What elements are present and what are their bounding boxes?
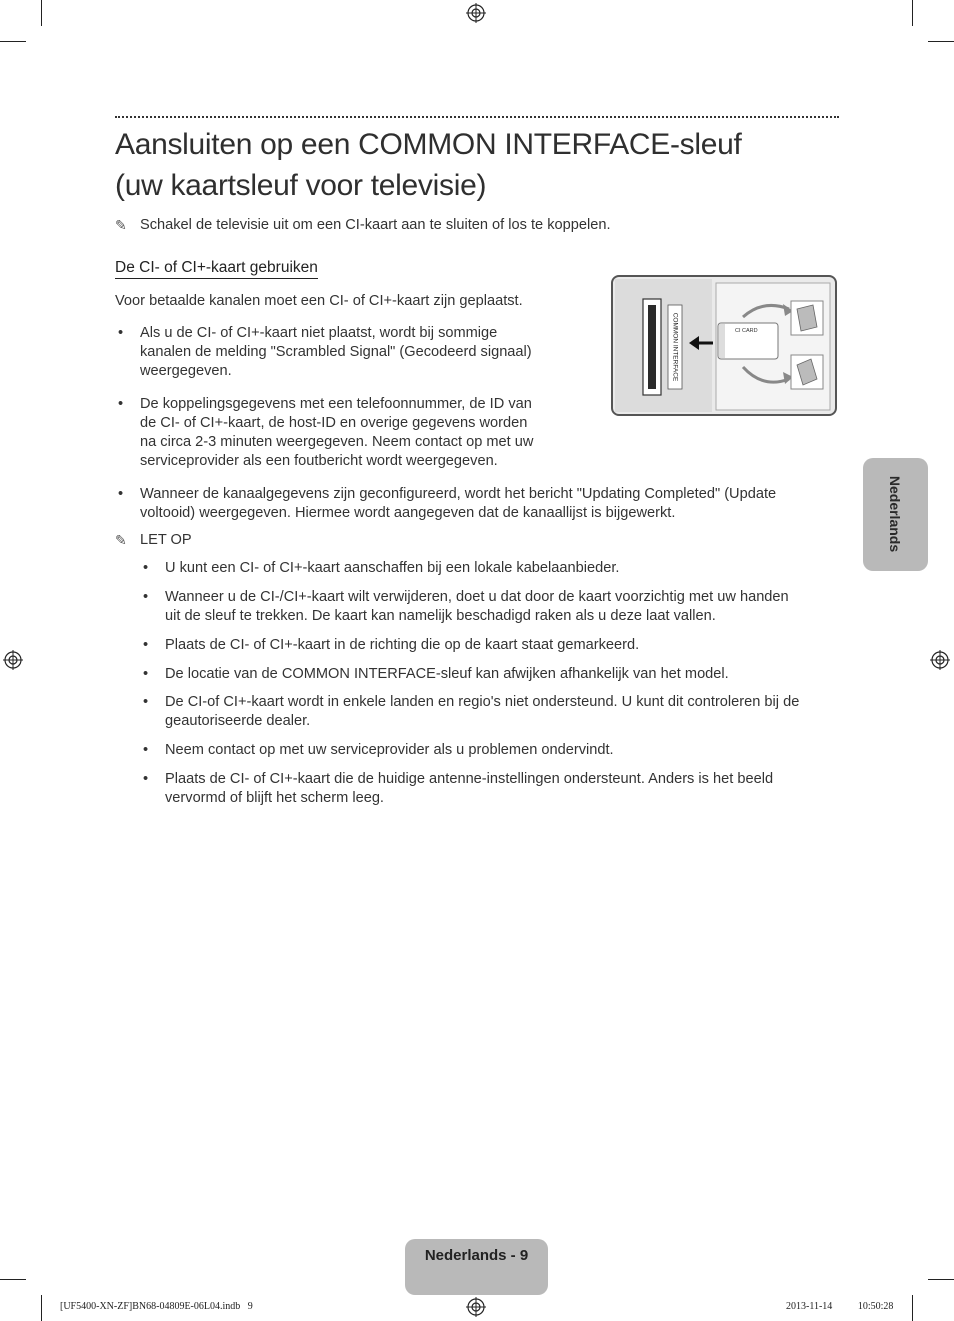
- list-item-line: uit de sleuf te trekken. De kaart kan namelijk beschadigd raken als u deze laat vallen.: [165, 608, 716, 624]
- bullet-marker: •: [143, 560, 149, 576]
- list-item-line: weergegeven.: [140, 363, 232, 379]
- caution-label: LET OP: [140, 532, 192, 548]
- registration-mark-icon: [466, 3, 486, 23]
- footer-timestamp: 2013-11-14 ￿￿ 10:50:28: [786, 1301, 894, 1312]
- list-item-line: Wanneer de kanaalgegevens zijn geconfigureerd, wordt het bericht "Updating Completed" (Update: [140, 486, 777, 502]
- list-item-line: de CI- of CI+-kaart, de host-ID en overige gegevens worden: [140, 415, 528, 431]
- list-item: [115, 324, 565, 381]
- bullet-marker: •: [118, 396, 124, 412]
- bullet-marker: •: [143, 637, 149, 653]
- crop-mark: [928, 41, 954, 42]
- registration-mark-icon: [930, 650, 950, 670]
- list-item-line: Neem contact op met uw serviceprovider als u problemen ondervindt.: [165, 742, 614, 758]
- registration-mark-icon: [3, 650, 23, 670]
- section-heading: De CI- of CI+-kaart gebruiken: [115, 259, 318, 279]
- bullet-marker: •: [143, 589, 149, 605]
- language-tab-label: Nederlands: [887, 475, 903, 553]
- crop-mark: [912, 1295, 913, 1321]
- list-item: [140, 588, 840, 626]
- page-title: [115, 124, 835, 206]
- bullet-marker: •: [143, 771, 149, 787]
- list-item-line: voltooid) weergegeven. Hiermee wordt aangegeven dat de kanaallijst is bijgewerkt.: [140, 505, 676, 521]
- list-item-line: kanalen de melding "Scrambled Signal" (Gecodeerd signaal): [140, 344, 532, 360]
- list-item-line: Als u de CI- of CI+-kaart niet plaatst, wordt bij sommige: [140, 325, 498, 341]
- list-item-line: De locatie van de COMMON INTERFACE-sleuf kan afwijken afhankelijk van het model.: [165, 666, 729, 682]
- crop-mark: [912, 0, 913, 26]
- crop-mark: [41, 1295, 42, 1321]
- page-number-label: Nederlands - 9: [424, 1247, 529, 1264]
- slot-label: COMMON INTERFACE: [671, 312, 679, 382]
- page-title-line: Aansluiten op een COMMON INTERFACE-sleuf: [115, 128, 742, 161]
- ci-card-illustration: [611, 275, 837, 416]
- list-item: [140, 693, 840, 731]
- crop-mark: [928, 1279, 954, 1280]
- pencil-note-icon: ✎: [115, 217, 127, 233]
- bullet-marker: •: [118, 325, 124, 341]
- bullet-marker: •: [143, 694, 149, 710]
- list-item: [140, 559, 840, 578]
- list-item: [115, 485, 845, 523]
- list-item-line: geautoriseerde dealer.: [165, 713, 311, 729]
- ci-slot-diagram: [613, 277, 835, 414]
- title-divider: [115, 116, 839, 118]
- registration-mark-icon: [466, 1297, 486, 1317]
- crop-mark: [0, 41, 26, 42]
- crop-mark: [0, 1279, 26, 1280]
- language-tab: [863, 458, 928, 571]
- list-item-line: Plaats de CI- of CI+-kaart in de richting die op de kaart staat gemarkeerd.: [165, 637, 640, 653]
- list-item-line: De koppelingsgegevens met een telefoonnummer, de ID van: [140, 396, 532, 412]
- crop-mark: [41, 0, 42, 26]
- list-item: [140, 636, 840, 655]
- bullet-marker: •: [118, 486, 124, 502]
- list-item-line: Plaats de CI- of CI+-kaart die de huidige antenne-instellingen ondersteunt. Anders is het beeld: [165, 771, 774, 787]
- list-item: [115, 395, 565, 471]
- list-item-line: Wanneer u de CI-/CI+-kaart wilt verwijderen, doet u dat door de kaart voorzichtig met uw handen: [165, 589, 789, 605]
- list-item-line: vervormd of blijft het scherm leeg.: [165, 790, 384, 806]
- list-item: [140, 665, 840, 684]
- pencil-note-icon: ✎: [115, 532, 127, 548]
- bullet-marker: •: [143, 666, 149, 682]
- list-item: [140, 741, 840, 760]
- page-number-tab: [405, 1239, 548, 1295]
- section-intro: Voor betaalde kanalen moet een CI- of CI+-kaart zijn geplaatst.: [115, 293, 523, 309]
- footer-file-info: [UF5400-XN-ZF]BN68-04809E-06L04.indb 9: [60, 1301, 253, 1312]
- page-title-line: (uw kaartsleuf voor televisie): [115, 169, 487, 202]
- list-item-line: U kunt een CI- of CI+-kaart aanschaffen bij een lokale kabelaanbieder.: [165, 560, 620, 576]
- list-item-line: De CI-of CI+-kaart wordt in enkele landen en regio's niet ondersteund. U kunt dit controleren bij de: [165, 694, 800, 710]
- list-item: [140, 770, 840, 808]
- bullet-marker: •: [143, 742, 149, 758]
- list-item-line: na circa 2-3 minuten weergegeven. Neem contact op met uw: [140, 434, 534, 450]
- card-label: CI CARD: [735, 328, 758, 334]
- intro-note: Schakel de televisie uit om een CI-kaart aan te sluiten of los te koppelen.: [140, 217, 611, 233]
- list-item-line: serviceprovider als een foutbericht wordt weergegeven.: [140, 453, 498, 469]
